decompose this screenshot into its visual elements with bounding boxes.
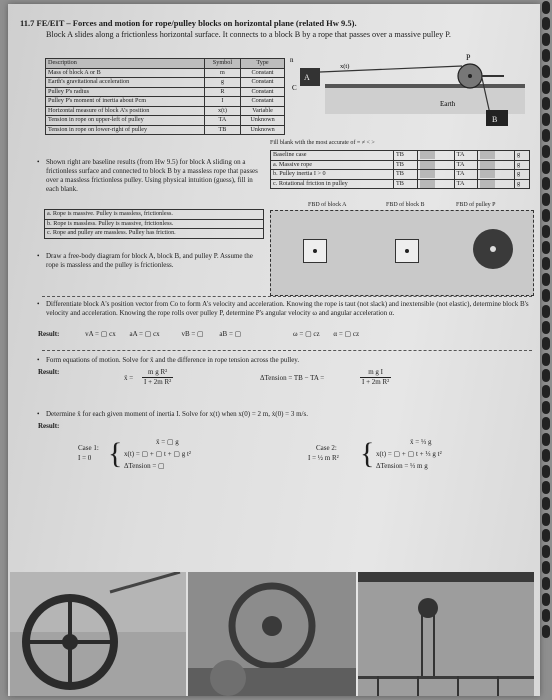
xdd-denominator: I + 2m R² bbox=[144, 378, 172, 386]
table-cell: TB bbox=[394, 179, 418, 189]
table-row bbox=[271, 179, 530, 189]
section-divider bbox=[42, 296, 532, 297]
binder-rings bbox=[540, 0, 552, 700]
table-cell: m bbox=[204, 68, 240, 78]
photo-gears bbox=[188, 572, 356, 696]
case-2-condition: I = ½ m R² bbox=[308, 454, 339, 462]
properties-table bbox=[45, 58, 285, 135]
result-2-row bbox=[38, 368, 532, 394]
table-cell: TB bbox=[394, 160, 418, 170]
result-1-row bbox=[38, 330, 532, 339]
answer-blank[interactable] bbox=[480, 170, 495, 178]
table-row bbox=[45, 210, 264, 220]
table-cell: Pulley P's radius bbox=[46, 87, 205, 97]
photo-hoist-art bbox=[358, 572, 534, 696]
table-cell: b. Pulley inertia I > 0 bbox=[271, 170, 394, 180]
earth-label: Earth bbox=[440, 100, 456, 108]
block-a-label: A bbox=[304, 73, 310, 82]
table-row bbox=[46, 87, 285, 97]
case-2-brace: { bbox=[360, 437, 375, 470]
x-position-label: x(t) bbox=[340, 63, 350, 70]
table-cell: g bbox=[515, 151, 530, 161]
table-cell: Baseline case bbox=[271, 151, 394, 161]
case-1-xdd: ẍ = ▢ g bbox=[156, 438, 179, 446]
fbd-p-title: FBD of pulley P bbox=[456, 202, 496, 208]
photo-pulley-wheel-art bbox=[10, 572, 186, 696]
table-cell: Constant bbox=[241, 68, 285, 78]
intro-text: Block A slides along a frictionless horizontal surface. It connects to a block B by a rope that passes over a massive pulley P. bbox=[46, 30, 451, 39]
answer-blank[interactable] bbox=[480, 151, 495, 159]
fill-blank-table bbox=[270, 150, 530, 189]
table-cell: TA bbox=[454, 160, 478, 170]
case-1-block bbox=[78, 434, 278, 484]
fill-blank-symbols: = ≠ < > bbox=[356, 140, 375, 146]
table-cell: TB bbox=[394, 151, 418, 161]
case-1-x-of-t: x(t) = ▢ + ▢ t + ▢ g t² bbox=[124, 450, 192, 458]
case-2-label: Case 2: bbox=[316, 444, 337, 452]
page-title: 11.7 FE/EIT – Forces and motion for rope/pulley blocks on horizontal plane (related Hw 9.5). bbox=[20, 18, 357, 28]
answer-blank[interactable] bbox=[420, 170, 435, 178]
fbd-region[interactable] bbox=[270, 210, 534, 296]
table-cell: Constant bbox=[241, 78, 285, 88]
pulley-label: P bbox=[466, 54, 471, 62]
answer-blank[interactable] bbox=[420, 180, 435, 188]
table-row bbox=[45, 219, 264, 229]
table-row bbox=[46, 106, 285, 116]
fbd-a-title: FBD of block A bbox=[308, 202, 347, 208]
table-header-cell: Type bbox=[241, 59, 285, 69]
answer-blank[interactable] bbox=[480, 161, 495, 169]
angular-acceleration: α = ▢ cz bbox=[333, 330, 360, 338]
pulley-axle bbox=[468, 74, 472, 78]
table-cell: b. Rope is massless. Pulley is massive, frictionless. bbox=[45, 219, 264, 229]
photo-gears-art bbox=[188, 572, 356, 696]
form-equations-text: • Form equations of motion. Solve for ẍ and the difference in rope tension across the pulley. bbox=[46, 356, 532, 365]
result-label: Result: bbox=[38, 330, 60, 338]
table-row bbox=[46, 78, 285, 88]
table-cell: a. Massive rope bbox=[271, 160, 394, 170]
table-cell: Tension in rope on lower-right of pulley bbox=[46, 125, 205, 135]
table-cell: Tension in rope on upper-left of pulley bbox=[46, 116, 205, 126]
table-row bbox=[46, 116, 285, 126]
table-cell: TA bbox=[454, 179, 478, 189]
fbd-pulley-center bbox=[490, 246, 496, 252]
table-cell: TB bbox=[204, 125, 240, 135]
table-header-cell: Description bbox=[46, 59, 205, 69]
xdd-lhs: ẍ = bbox=[124, 374, 134, 382]
table-cell: I bbox=[204, 97, 240, 107]
table-cell: Unknown bbox=[241, 116, 285, 126]
case-2-xdd: ẍ = ⅓ g bbox=[410, 438, 432, 446]
fill-blank-header bbox=[270, 140, 375, 148]
fbd-pulley bbox=[471, 227, 515, 271]
xdd-fraction bbox=[142, 368, 173, 387]
table-cell: x(t) bbox=[204, 106, 240, 116]
fbd-block-b bbox=[395, 239, 419, 263]
section-divider bbox=[42, 350, 532, 351]
horizontal-surface bbox=[325, 84, 525, 88]
unit-vector-label: n bbox=[290, 56, 294, 64]
photo-hoist bbox=[358, 572, 534, 696]
table-cell: Variable bbox=[241, 106, 285, 116]
case-1-label: Case 1: bbox=[78, 444, 99, 452]
fbd-block-a bbox=[303, 239, 327, 263]
table-cell: Earth's gravitational acceleration bbox=[46, 78, 205, 88]
table-cell: Constant bbox=[241, 87, 285, 97]
table-cell: Horizontal measure of block A's position bbox=[46, 106, 205, 116]
fill-blank-instruction: Fill blank with the most accurate of bbox=[270, 140, 356, 146]
table-cell: TB bbox=[394, 170, 418, 180]
velocity-a: vA = ▢ cx bbox=[85, 330, 116, 338]
table-row bbox=[271, 170, 530, 180]
table-cell: Constant bbox=[241, 97, 285, 107]
table-cell: g bbox=[515, 160, 530, 170]
table-cell: Pulley P's moment of inertia about Pcm bbox=[46, 97, 205, 107]
shown-right-text: • Shown right are baseline results (from Hw 9.5) for block A sliding on a frictionless surface and connected to block B by a massless rope that passes over a massless frictionless pulley. Using physical intuition (guess), fill in each blank. bbox=[46, 158, 264, 194]
result-label: Result: bbox=[38, 368, 60, 376]
table-cell: Mass of block A or B bbox=[46, 68, 205, 78]
table-header-cell: Symbol bbox=[204, 59, 240, 69]
table-row bbox=[271, 160, 530, 170]
table-cell: R bbox=[204, 87, 240, 97]
fbd-b-title: FBD of block B bbox=[386, 202, 425, 208]
answer-blank[interactable] bbox=[420, 151, 435, 159]
answer-blank[interactable] bbox=[480, 180, 495, 188]
delta-tension-lhs: ΔTension = TB − TA = bbox=[260, 374, 325, 382]
case-1-condition: I = 0 bbox=[78, 454, 92, 462]
block-a bbox=[300, 68, 320, 86]
worksheet-page bbox=[8, 4, 540, 696]
case-2-delta-tension: ΔTension = ⅓ m g bbox=[376, 462, 428, 470]
table-cell: TA bbox=[454, 170, 478, 180]
table-cell: a. Rope is massive. Pulley is massless, frictionless. bbox=[45, 210, 264, 220]
answer-blank[interactable] bbox=[420, 161, 435, 169]
table-cell: c. Rope and pulley are massless. Pulley has friction. bbox=[45, 229, 264, 239]
differentiate-text: • Differentiate block A's position vector from Co to form A's velocity and acceleration. Knowing the rope is taut (not slack) and inextensible (not elastic), determine block B's velocity and acceleration. Knowing the rope rolls over pulley P, determine P's angular velocity ω and angular acceleration α. bbox=[46, 300, 532, 318]
table-cell: g bbox=[515, 179, 530, 189]
photo-pulley-wheel bbox=[10, 572, 186, 696]
table-row bbox=[271, 151, 530, 161]
origin-label: C bbox=[292, 84, 297, 92]
case-1-delta-tension: ΔTension = ▢ bbox=[124, 462, 165, 470]
table-cell: Unknown bbox=[241, 125, 285, 135]
draw-fbd-text: • Draw a free-body diagram for block A, block B, and pulley P. Assume the rope is massless and the pulley is frictionless. bbox=[46, 252, 258, 270]
block-b-label: B bbox=[492, 115, 498, 124]
table-row bbox=[46, 68, 285, 78]
result-label: Result: bbox=[38, 422, 60, 430]
table-row bbox=[45, 229, 264, 239]
options-table bbox=[44, 209, 264, 239]
table-cell: g bbox=[515, 170, 530, 180]
case-2-x-of-t: x(t) = ▢ + ▢ t + ⅓ g t² bbox=[376, 450, 442, 458]
acceleration-a: aA = ▢ cx bbox=[129, 330, 160, 338]
table-row bbox=[46, 97, 285, 107]
table-header-row bbox=[46, 59, 285, 69]
acceleration-b: aB = ▢ bbox=[219, 330, 242, 338]
delta-denominator: I + 2m R² bbox=[362, 378, 390, 386]
velocity-b: vB = ▢ bbox=[181, 330, 204, 338]
angular-velocity: ω = ▢ cz bbox=[293, 330, 320, 338]
pulley-system-figure bbox=[290, 54, 530, 132]
table-row bbox=[46, 125, 285, 135]
xdd-numerator: m g R² bbox=[142, 368, 173, 378]
table-cell: TA bbox=[204, 116, 240, 126]
delta-tension-fraction bbox=[360, 368, 391, 387]
table-cell: TA bbox=[454, 151, 478, 161]
table-cell: g bbox=[204, 78, 240, 88]
case-1-brace: { bbox=[108, 437, 123, 470]
table-cell: c. Rotational friction in pulley bbox=[271, 179, 394, 189]
determine-text: • Determine ẍ for each given moment of inertia I. Solve for x(t) when x(0) = 2 m, ẋ(0) = 3 m/s. bbox=[46, 410, 532, 419]
case-2-block bbox=[308, 434, 526, 484]
delta-numerator: m g I bbox=[360, 368, 391, 378]
